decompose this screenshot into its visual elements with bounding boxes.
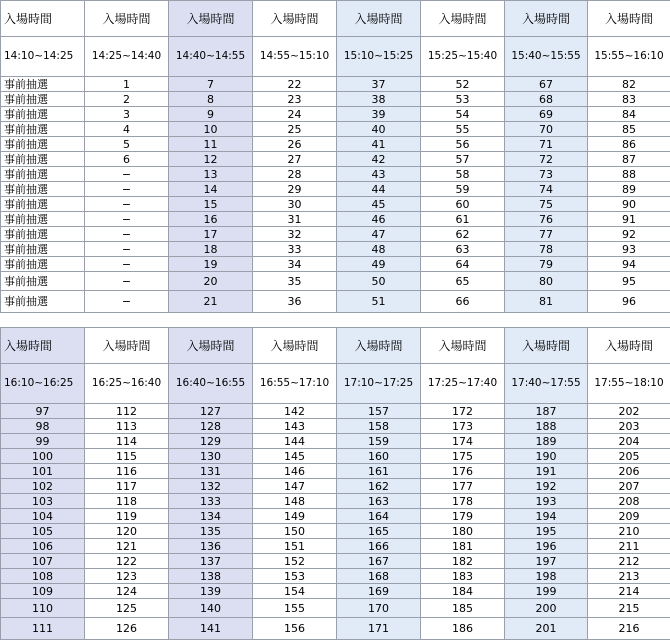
table-cell: 87 bbox=[588, 152, 670, 167]
table-cell: 130 bbox=[169, 449, 253, 464]
column-header: 入場時間 bbox=[85, 1, 169, 37]
table-cell: 167 bbox=[337, 554, 421, 569]
table-cell: 17 bbox=[169, 227, 253, 242]
table-cell: 149 bbox=[253, 509, 337, 524]
table-cell: 98 bbox=[1, 419, 85, 434]
table-cell: 79 bbox=[505, 257, 588, 272]
table-cell: 197 bbox=[505, 554, 588, 569]
table-cell: 158 bbox=[337, 419, 421, 434]
table-cell: 88 bbox=[588, 167, 670, 182]
table-cell: 40 bbox=[337, 122, 421, 137]
column-header: 入場時間 bbox=[169, 1, 253, 37]
time-slot: 16:55~17:10 bbox=[253, 364, 337, 404]
table-cell: 47 bbox=[337, 227, 421, 242]
table-cell: 58 bbox=[421, 167, 505, 182]
table-cell: 74 bbox=[505, 182, 588, 197]
table-cell: 157 bbox=[337, 404, 421, 419]
table-cell: 150 bbox=[253, 524, 337, 539]
table-cell: 113 bbox=[85, 419, 169, 434]
table-cell: 163 bbox=[337, 494, 421, 509]
table-cell: 161 bbox=[337, 464, 421, 479]
table-cell: 96 bbox=[588, 291, 670, 313]
table-cell: 109 bbox=[1, 584, 85, 599]
table-cell: 3 bbox=[85, 107, 169, 122]
table-cell: 182 bbox=[421, 554, 505, 569]
table-cell: 200 bbox=[505, 599, 588, 618]
row-label: 事前抽選 bbox=[1, 107, 85, 122]
row-label: 事前抽選 bbox=[1, 77, 85, 92]
table-cell: 189 bbox=[505, 434, 588, 449]
table-cell: 19 bbox=[169, 257, 253, 272]
table-cell: 16 bbox=[169, 212, 253, 227]
table-cell: 99 bbox=[1, 434, 85, 449]
column-header: 入場時間 bbox=[421, 1, 505, 37]
row-label: 事前抽選 bbox=[1, 92, 85, 107]
table-cell: 209 bbox=[588, 509, 670, 524]
row-label: 事前抽選 bbox=[1, 152, 85, 167]
table-cell: 52 bbox=[421, 77, 505, 92]
table-cell: 152 bbox=[253, 554, 337, 569]
table-cell: 141 bbox=[169, 618, 253, 640]
table-cell: 28 bbox=[253, 167, 337, 182]
table-cell: − bbox=[85, 242, 169, 257]
table-cell: 55 bbox=[421, 122, 505, 137]
table-cell: 13 bbox=[169, 167, 253, 182]
table-cell: 194 bbox=[505, 509, 588, 524]
table-cell: 85 bbox=[588, 122, 670, 137]
table-cell: 57 bbox=[421, 152, 505, 167]
table-cell: 53 bbox=[421, 92, 505, 107]
time-slot: 17:10~17:25 bbox=[337, 364, 421, 404]
table-cell: 43 bbox=[337, 167, 421, 182]
admission-table-2 bbox=[0, 327, 670, 640]
column-header: 入場時間 bbox=[588, 328, 670, 364]
table-cell: 65 bbox=[421, 272, 505, 291]
table-cell: 179 bbox=[421, 509, 505, 524]
table-cell: 187 bbox=[505, 404, 588, 419]
table-cell: 132 bbox=[169, 479, 253, 494]
table-cell: − bbox=[85, 197, 169, 212]
table-cell: 133 bbox=[169, 494, 253, 509]
column-header: 入場時間 bbox=[85, 328, 169, 364]
table-cell: 20 bbox=[169, 272, 253, 291]
table-cell: 135 bbox=[169, 524, 253, 539]
table-cell: 25 bbox=[253, 122, 337, 137]
time-slot: 17:40~17:55 bbox=[505, 364, 588, 404]
time-slot: 16:25~16:40 bbox=[85, 364, 169, 404]
table-cell: 38 bbox=[337, 92, 421, 107]
table-cell: 11 bbox=[169, 137, 253, 152]
table-cell: 50 bbox=[337, 272, 421, 291]
table-cell: 184 bbox=[421, 584, 505, 599]
table-cell: 112 bbox=[85, 404, 169, 419]
table-cell: 177 bbox=[421, 479, 505, 494]
table-cell: 211 bbox=[588, 539, 670, 554]
column-header: 入場時間 bbox=[588, 1, 670, 37]
table-cell: 69 bbox=[505, 107, 588, 122]
row-label: 事前抽選 bbox=[1, 212, 85, 227]
table-cell: 171 bbox=[337, 618, 421, 640]
column-header: 入場時間 bbox=[421, 328, 505, 364]
table-cell: 91 bbox=[588, 212, 670, 227]
table-cell: 183 bbox=[421, 569, 505, 584]
table-cell: 61 bbox=[421, 212, 505, 227]
time-slot: 17:25~17:40 bbox=[421, 364, 505, 404]
admission-table-1 bbox=[0, 0, 670, 313]
table-cell: 89 bbox=[588, 182, 670, 197]
table-cell: 153 bbox=[253, 569, 337, 584]
table-cell: 198 bbox=[505, 569, 588, 584]
table-cell: 76 bbox=[505, 212, 588, 227]
table-cell: 160 bbox=[337, 449, 421, 464]
time-slot: 17:55~18:10 bbox=[588, 364, 670, 404]
table-cell: 213 bbox=[588, 569, 670, 584]
table-cell: 95 bbox=[588, 272, 670, 291]
table-cell: 72 bbox=[505, 152, 588, 167]
table-cell: 5 bbox=[85, 137, 169, 152]
table-cell: 45 bbox=[337, 197, 421, 212]
column-header: 入場時間 bbox=[1, 1, 85, 37]
row-label: 事前抽選 bbox=[1, 257, 85, 272]
table-cell: 173 bbox=[421, 419, 505, 434]
table-cell: 6 bbox=[85, 152, 169, 167]
table-cell: 83 bbox=[588, 92, 670, 107]
table-cell: 103 bbox=[1, 494, 85, 509]
table-cell: 73 bbox=[505, 167, 588, 182]
time-slot: 15:10~15:25 bbox=[337, 37, 421, 77]
row-label: 事前抽選 bbox=[1, 182, 85, 197]
table-cell: 46 bbox=[337, 212, 421, 227]
table-cell: 10 bbox=[169, 122, 253, 137]
table-cell: − bbox=[85, 182, 169, 197]
table-cell: 168 bbox=[337, 569, 421, 584]
table-cell: 90 bbox=[588, 197, 670, 212]
table-cell: − bbox=[85, 167, 169, 182]
time-slot: 14:40~14:55 bbox=[169, 37, 253, 77]
row-label: 事前抽選 bbox=[1, 291, 85, 313]
time-slot: 15:55~16:10 bbox=[588, 37, 670, 77]
table-cell: 77 bbox=[505, 227, 588, 242]
table-cell: 116 bbox=[85, 464, 169, 479]
table-cell: 70 bbox=[505, 122, 588, 137]
table-cell: 35 bbox=[253, 272, 337, 291]
table-cell: 126 bbox=[85, 618, 169, 640]
table-cell: 94 bbox=[588, 257, 670, 272]
table-cell: 48 bbox=[337, 242, 421, 257]
table-cell: 119 bbox=[85, 509, 169, 524]
table-cell: 201 bbox=[505, 618, 588, 640]
table-cell: 29 bbox=[253, 182, 337, 197]
table-cell: 84 bbox=[588, 107, 670, 122]
table-cell: 82 bbox=[588, 77, 670, 92]
table-cell: 151 bbox=[253, 539, 337, 554]
table-cell: 102 bbox=[1, 479, 85, 494]
column-header: 入場時間 bbox=[337, 328, 421, 364]
table-cell: 175 bbox=[421, 449, 505, 464]
table-cell: 105 bbox=[1, 524, 85, 539]
table-cell: 162 bbox=[337, 479, 421, 494]
table-cell: 214 bbox=[588, 584, 670, 599]
time-slot: 15:40~15:55 bbox=[505, 37, 588, 77]
table-cell: 143 bbox=[253, 419, 337, 434]
table-cell: 41 bbox=[337, 137, 421, 152]
table-cell: 51 bbox=[337, 291, 421, 313]
table-cell: 147 bbox=[253, 479, 337, 494]
table-cell: 206 bbox=[588, 464, 670, 479]
time-slot: 16:10~16:25 bbox=[1, 364, 85, 404]
table-cell: 93 bbox=[588, 242, 670, 257]
table-cell: 137 bbox=[169, 554, 253, 569]
table-cell: 205 bbox=[588, 449, 670, 464]
table-cell: 122 bbox=[85, 554, 169, 569]
table-cell: 123 bbox=[85, 569, 169, 584]
table-cell: 14 bbox=[169, 182, 253, 197]
column-header: 入場時間 bbox=[169, 328, 253, 364]
table-cell: 146 bbox=[253, 464, 337, 479]
table-cell: 118 bbox=[85, 494, 169, 509]
table-cell: 110 bbox=[1, 599, 85, 618]
table-cell: 129 bbox=[169, 434, 253, 449]
table-cell: 181 bbox=[421, 539, 505, 554]
table-cell: 192 bbox=[505, 479, 588, 494]
table-cell: 107 bbox=[1, 554, 85, 569]
table-cell: 67 bbox=[505, 77, 588, 92]
table-cell: 148 bbox=[253, 494, 337, 509]
table-cell: 80 bbox=[505, 272, 588, 291]
table-cell: 190 bbox=[505, 449, 588, 464]
table-cell: 66 bbox=[421, 291, 505, 313]
table-cell: 172 bbox=[421, 404, 505, 419]
table-cell: 23 bbox=[253, 92, 337, 107]
table-cell: 54 bbox=[421, 107, 505, 122]
table-cell: 21 bbox=[169, 291, 253, 313]
table-cell: 174 bbox=[421, 434, 505, 449]
time-slot: 14:10~14:25 bbox=[1, 37, 85, 77]
table-cell: − bbox=[85, 257, 169, 272]
table-cell: 49 bbox=[337, 257, 421, 272]
table-cell: 63 bbox=[421, 242, 505, 257]
table-cell: 100 bbox=[1, 449, 85, 464]
table-cell: 101 bbox=[1, 464, 85, 479]
table-cell: 111 bbox=[1, 618, 85, 640]
table-cell: 27 bbox=[253, 152, 337, 167]
table-cell: − bbox=[85, 212, 169, 227]
table-cell: 2 bbox=[85, 92, 169, 107]
table-cell: 34 bbox=[253, 257, 337, 272]
row-label: 事前抽選 bbox=[1, 167, 85, 182]
time-slot: 16:40~16:55 bbox=[169, 364, 253, 404]
table-cell: 44 bbox=[337, 182, 421, 197]
row-label: 事前抽選 bbox=[1, 227, 85, 242]
table-cell: 136 bbox=[169, 539, 253, 554]
table-cell: 121 bbox=[85, 539, 169, 554]
row-label: 事前抽選 bbox=[1, 137, 85, 152]
table-cell: 120 bbox=[85, 524, 169, 539]
table-cell: 145 bbox=[253, 449, 337, 464]
table-cell: 8 bbox=[169, 92, 253, 107]
table-cell: 31 bbox=[253, 212, 337, 227]
table-cell: 165 bbox=[337, 524, 421, 539]
table-cell: 180 bbox=[421, 524, 505, 539]
table-cell: 195 bbox=[505, 524, 588, 539]
table-cell: 97 bbox=[1, 404, 85, 419]
time-slot: 15:25~15:40 bbox=[421, 37, 505, 77]
table-cell: 204 bbox=[588, 434, 670, 449]
table-cell: − bbox=[85, 291, 169, 313]
table-cell: 188 bbox=[505, 419, 588, 434]
column-header: 入場時間 bbox=[253, 1, 337, 37]
table-cell: 193 bbox=[505, 494, 588, 509]
column-header: 入場時間 bbox=[1, 328, 85, 364]
table-cell: 144 bbox=[253, 434, 337, 449]
column-header: 入場時間 bbox=[505, 1, 588, 37]
table-cell: 56 bbox=[421, 137, 505, 152]
table-cell: 202 bbox=[588, 404, 670, 419]
table-cell: 124 bbox=[85, 584, 169, 599]
table-cell: 170 bbox=[337, 599, 421, 618]
table-cell: 1 bbox=[85, 77, 169, 92]
table-cell: 212 bbox=[588, 554, 670, 569]
table-cell: 18 bbox=[169, 242, 253, 257]
row-label: 事前抽選 bbox=[1, 272, 85, 291]
table-cell: 142 bbox=[253, 404, 337, 419]
table-cell: 131 bbox=[169, 464, 253, 479]
table-cell: 154 bbox=[253, 584, 337, 599]
column-header: 入場時間 bbox=[337, 1, 421, 37]
table-cell: 216 bbox=[588, 618, 670, 640]
table-cell: 64 bbox=[421, 257, 505, 272]
table-cell: 9 bbox=[169, 107, 253, 122]
time-slot: 14:55~15:10 bbox=[253, 37, 337, 77]
table-cell: 185 bbox=[421, 599, 505, 618]
table-cell: 75 bbox=[505, 197, 588, 212]
time-slot: 14:25~14:40 bbox=[85, 37, 169, 77]
table-cell: 156 bbox=[253, 618, 337, 640]
table-cell: 30 bbox=[253, 197, 337, 212]
row-label: 事前抽選 bbox=[1, 122, 85, 137]
table-cell: 62 bbox=[421, 227, 505, 242]
table-cell: 166 bbox=[337, 539, 421, 554]
table-cell: 140 bbox=[169, 599, 253, 618]
table-cell: 115 bbox=[85, 449, 169, 464]
table-cell: 42 bbox=[337, 152, 421, 167]
table-cell: 106 bbox=[1, 539, 85, 554]
table-cell: 68 bbox=[505, 92, 588, 107]
table-cell: 159 bbox=[337, 434, 421, 449]
table-cell: 210 bbox=[588, 524, 670, 539]
row-label: 事前抽選 bbox=[1, 242, 85, 257]
table-cell: 117 bbox=[85, 479, 169, 494]
table-cell: 7 bbox=[169, 77, 253, 92]
table-cell: 164 bbox=[337, 509, 421, 524]
table-cell: 36 bbox=[253, 291, 337, 313]
table-cell: 191 bbox=[505, 464, 588, 479]
table-cell: 134 bbox=[169, 509, 253, 524]
table-cell: 138 bbox=[169, 569, 253, 584]
table-cell: 208 bbox=[588, 494, 670, 509]
table-cell: 128 bbox=[169, 419, 253, 434]
table-cell: 12 bbox=[169, 152, 253, 167]
table-cell: 104 bbox=[1, 509, 85, 524]
table-cell: 33 bbox=[253, 242, 337, 257]
table-cell: 139 bbox=[169, 584, 253, 599]
table-cell: 196 bbox=[505, 539, 588, 554]
table-cell: 114 bbox=[85, 434, 169, 449]
row-label: 事前抽選 bbox=[1, 197, 85, 212]
table-cell: 203 bbox=[588, 419, 670, 434]
table-cell: 37 bbox=[337, 77, 421, 92]
table-cell: 81 bbox=[505, 291, 588, 313]
table-cell: 178 bbox=[421, 494, 505, 509]
table-cell: − bbox=[85, 227, 169, 242]
table-cell: 125 bbox=[85, 599, 169, 618]
table-cell: 15 bbox=[169, 197, 253, 212]
table-cell: 24 bbox=[253, 107, 337, 122]
table-cell: 4 bbox=[85, 122, 169, 137]
table-cell: 86 bbox=[588, 137, 670, 152]
table-cell: 60 bbox=[421, 197, 505, 212]
table-cell: 108 bbox=[1, 569, 85, 584]
table-cell: 78 bbox=[505, 242, 588, 257]
column-header: 入場時間 bbox=[505, 328, 588, 364]
table-cell: 127 bbox=[169, 404, 253, 419]
table-cell: 32 bbox=[253, 227, 337, 242]
table-cell: 176 bbox=[421, 464, 505, 479]
column-header: 入場時間 bbox=[253, 328, 337, 364]
table-cell: 92 bbox=[588, 227, 670, 242]
table-cell: 155 bbox=[253, 599, 337, 618]
table-cell: 169 bbox=[337, 584, 421, 599]
table-cell: 26 bbox=[253, 137, 337, 152]
table-cell: 215 bbox=[588, 599, 670, 618]
table-cell: 186 bbox=[421, 618, 505, 640]
table-cell: 39 bbox=[337, 107, 421, 122]
table-cell: 59 bbox=[421, 182, 505, 197]
table-cell: 22 bbox=[253, 77, 337, 92]
table-cell: 199 bbox=[505, 584, 588, 599]
table-cell: 207 bbox=[588, 479, 670, 494]
table-cell: 71 bbox=[505, 137, 588, 152]
table-cell: − bbox=[85, 272, 169, 291]
